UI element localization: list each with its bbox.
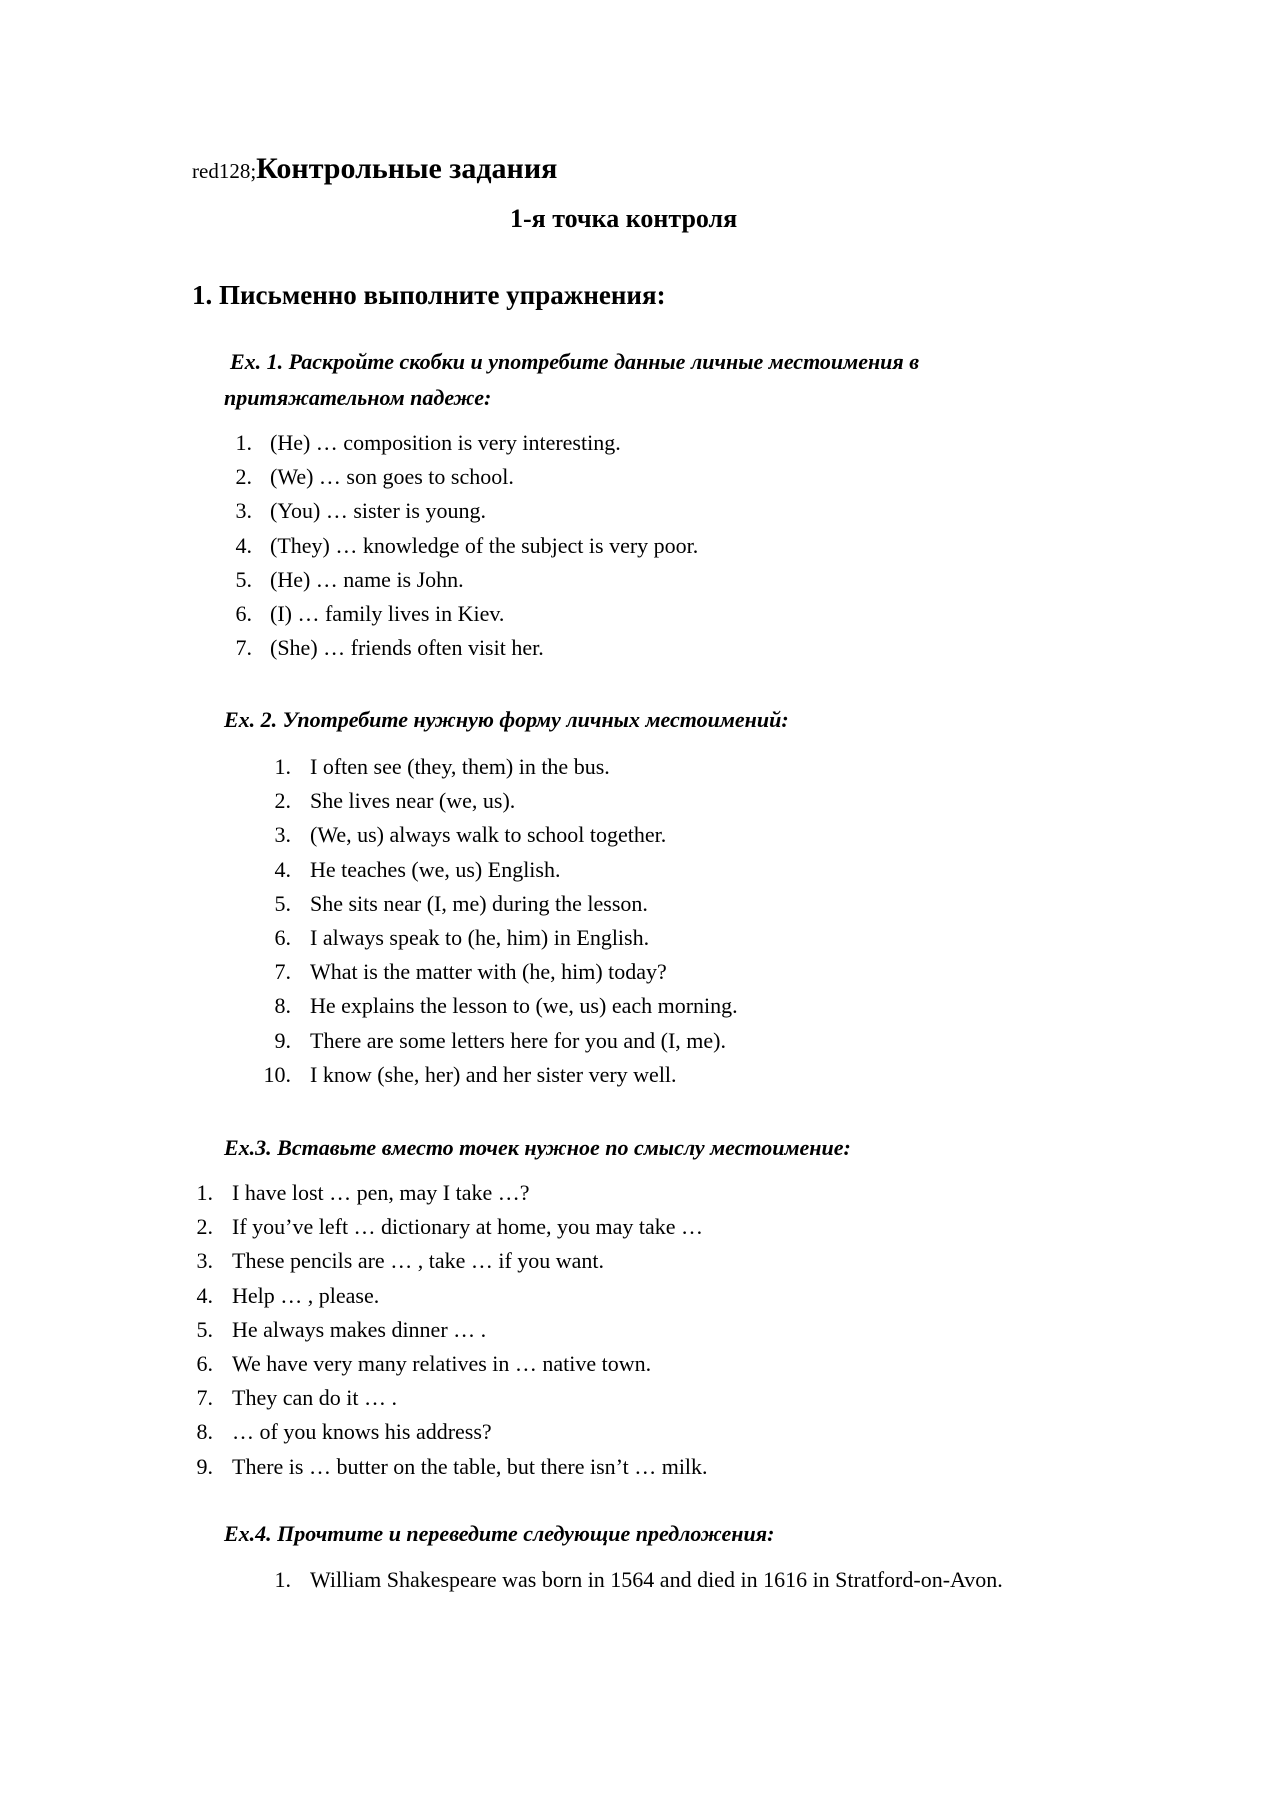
ex3-heading: Ex.3. Вставьте вместо точек нужное по смыслу местоимение: bbox=[224, 1135, 851, 1160]
list-item-text: (They) … knowledge of the subject is very poor. bbox=[270, 532, 699, 558]
list-item-number: 3. bbox=[235, 498, 252, 524]
list-item bbox=[0, 494, 1280, 528]
list-item-text: Help … , please. bbox=[232, 1282, 380, 1308]
list-item-text: They can do it … . bbox=[232, 1385, 397, 1411]
list-item bbox=[0, 1058, 1280, 1092]
list-item-text: (He) … name is John. bbox=[270, 566, 464, 592]
list-item-text: If you’ve left … dictionary at home, you may take … bbox=[232, 1214, 704, 1240]
list-item-number: 1. bbox=[274, 754, 291, 779]
ex1-heading-line2: притяжательном падеже: bbox=[224, 385, 492, 410]
list-item-number: 1. bbox=[235, 430, 252, 455]
list-item-number: 5. bbox=[196, 1316, 213, 1342]
checkpoint-subtitle-text: 1-я точка контроля bbox=[510, 204, 738, 233]
list-item bbox=[0, 1024, 1280, 1058]
list-item-number: 6. bbox=[274, 924, 291, 950]
list-item-number: 7. bbox=[196, 1385, 213, 1411]
list-item-number: 6. bbox=[196, 1350, 213, 1376]
list-item-number: 1. bbox=[274, 1567, 291, 1592]
list-item-text: I know (she, her) and her sister very well. bbox=[310, 1061, 677, 1087]
list-item-number: 3. bbox=[196, 1248, 213, 1274]
list-item-text: She lives near (we, us). bbox=[310, 788, 516, 814]
list-item-number: 1. bbox=[196, 1180, 213, 1205]
list-item-number: 4. bbox=[235, 532, 252, 558]
list-item-text: (I) … family lives in Kiev. bbox=[270, 600, 505, 626]
list-item-text: William Shakespeare was born in 1564 and died in 1616 in Stratford-on-Avon. bbox=[310, 1567, 1003, 1592]
list-item bbox=[0, 1450, 1280, 1484]
list-item-text: He always makes dinner … . bbox=[232, 1316, 487, 1342]
list-item bbox=[0, 1244, 1280, 1278]
list-item bbox=[0, 853, 1280, 887]
list-item bbox=[0, 631, 1280, 665]
list-item-text: I often see (they, them) in the bus. bbox=[310, 754, 610, 779]
list-item bbox=[0, 750, 1280, 784]
list-item bbox=[0, 818, 1280, 852]
list-item bbox=[0, 784, 1280, 818]
ex3-list bbox=[0, 1176, 1280, 1484]
list-item bbox=[0, 1563, 1280, 1597]
ex4-heading: Ex.4. Прочтите и переведите следующие предложения: bbox=[224, 1521, 775, 1546]
list-item-number: 8. bbox=[196, 1419, 213, 1445]
list-item bbox=[0, 529, 1280, 563]
list-item bbox=[0, 1415, 1280, 1449]
list-item-number: 2. bbox=[274, 788, 291, 814]
list-item bbox=[0, 955, 1280, 989]
ex1-heading-line1: Ex. 1. Раскройте скобки и употребите данные личные местоимения в bbox=[230, 349, 920, 374]
list-item-text: (We) … son goes to school. bbox=[270, 464, 514, 490]
list-item-number: 6. bbox=[235, 600, 252, 626]
list-item bbox=[0, 597, 1280, 631]
list-item bbox=[0, 1381, 1280, 1415]
list-item bbox=[0, 1210, 1280, 1244]
list-item bbox=[0, 426, 1280, 460]
list-item bbox=[0, 1347, 1280, 1381]
list-item-number: 4. bbox=[274, 856, 291, 882]
header bbox=[192, 152, 557, 186]
ex4-list bbox=[0, 1563, 1280, 1597]
list-item-text: She sits near (I, me) during the lesson. bbox=[310, 890, 648, 916]
list-item bbox=[0, 1279, 1280, 1313]
list-item-number: 4. bbox=[196, 1282, 213, 1308]
list-item bbox=[0, 460, 1280, 494]
list-item-text: We have very many relatives in … native town. bbox=[232, 1350, 652, 1376]
list-item-text: … of you knows his address? bbox=[232, 1419, 492, 1445]
list-item-number: 9. bbox=[196, 1453, 213, 1479]
list-item-text: There are some letters here for you and (I, me). bbox=[310, 1027, 726, 1053]
list-item-number: 2. bbox=[235, 464, 252, 490]
section-title: 1. Письменно выполните упражнения: bbox=[192, 280, 666, 310]
list-item bbox=[0, 887, 1280, 921]
list-item-text: He explains the lesson to (we, us) each morning. bbox=[310, 993, 738, 1019]
list-item-text: (We, us) always walk to school together. bbox=[310, 822, 667, 848]
ex2-list bbox=[0, 750, 1280, 1092]
list-item-number: 2. bbox=[196, 1214, 213, 1240]
list-item-text: What is the matter with (he, him) today? bbox=[310, 959, 667, 985]
list-item-number: 9. bbox=[274, 1027, 291, 1053]
list-item-text: I have lost … pen, may I take …? bbox=[232, 1180, 530, 1205]
list-item-text: (He) … composition is very interesting. bbox=[270, 430, 621, 455]
list-item bbox=[0, 1176, 1280, 1210]
list-item-text: (She) … friends often visit her. bbox=[270, 635, 544, 661]
document-title: Контрольные задания bbox=[256, 152, 558, 185]
list-item bbox=[0, 1313, 1280, 1347]
ex1-list bbox=[0, 426, 1280, 665]
list-item-number: 3. bbox=[274, 822, 291, 848]
list-item-text: He teaches (we, us) English. bbox=[310, 856, 561, 882]
list-item bbox=[0, 989, 1280, 1023]
list-item-number: 8. bbox=[274, 993, 291, 1019]
list-item-text: There is … butter on the table, but there isn’t … milk. bbox=[232, 1453, 708, 1479]
list-item-number: 5. bbox=[235, 566, 252, 592]
list-item-number: 7. bbox=[274, 959, 291, 985]
list-item-text: (You) … sister is young. bbox=[270, 498, 486, 524]
list-item-number: 7. bbox=[235, 635, 252, 661]
list-item bbox=[0, 921, 1280, 955]
ex2-heading: Ex. 2. Употребите нужную форму личных местоимений: bbox=[224, 707, 789, 732]
list-item-number: 10. bbox=[263, 1061, 291, 1087]
list-item-text: I always speak to (he, him) in English. bbox=[310, 924, 650, 950]
header-prefix: red128; bbox=[192, 159, 257, 183]
list-item bbox=[0, 563, 1280, 597]
list-item-number: 5. bbox=[274, 890, 291, 916]
list-item-text: These pencils are … , take … if you want. bbox=[232, 1248, 605, 1274]
